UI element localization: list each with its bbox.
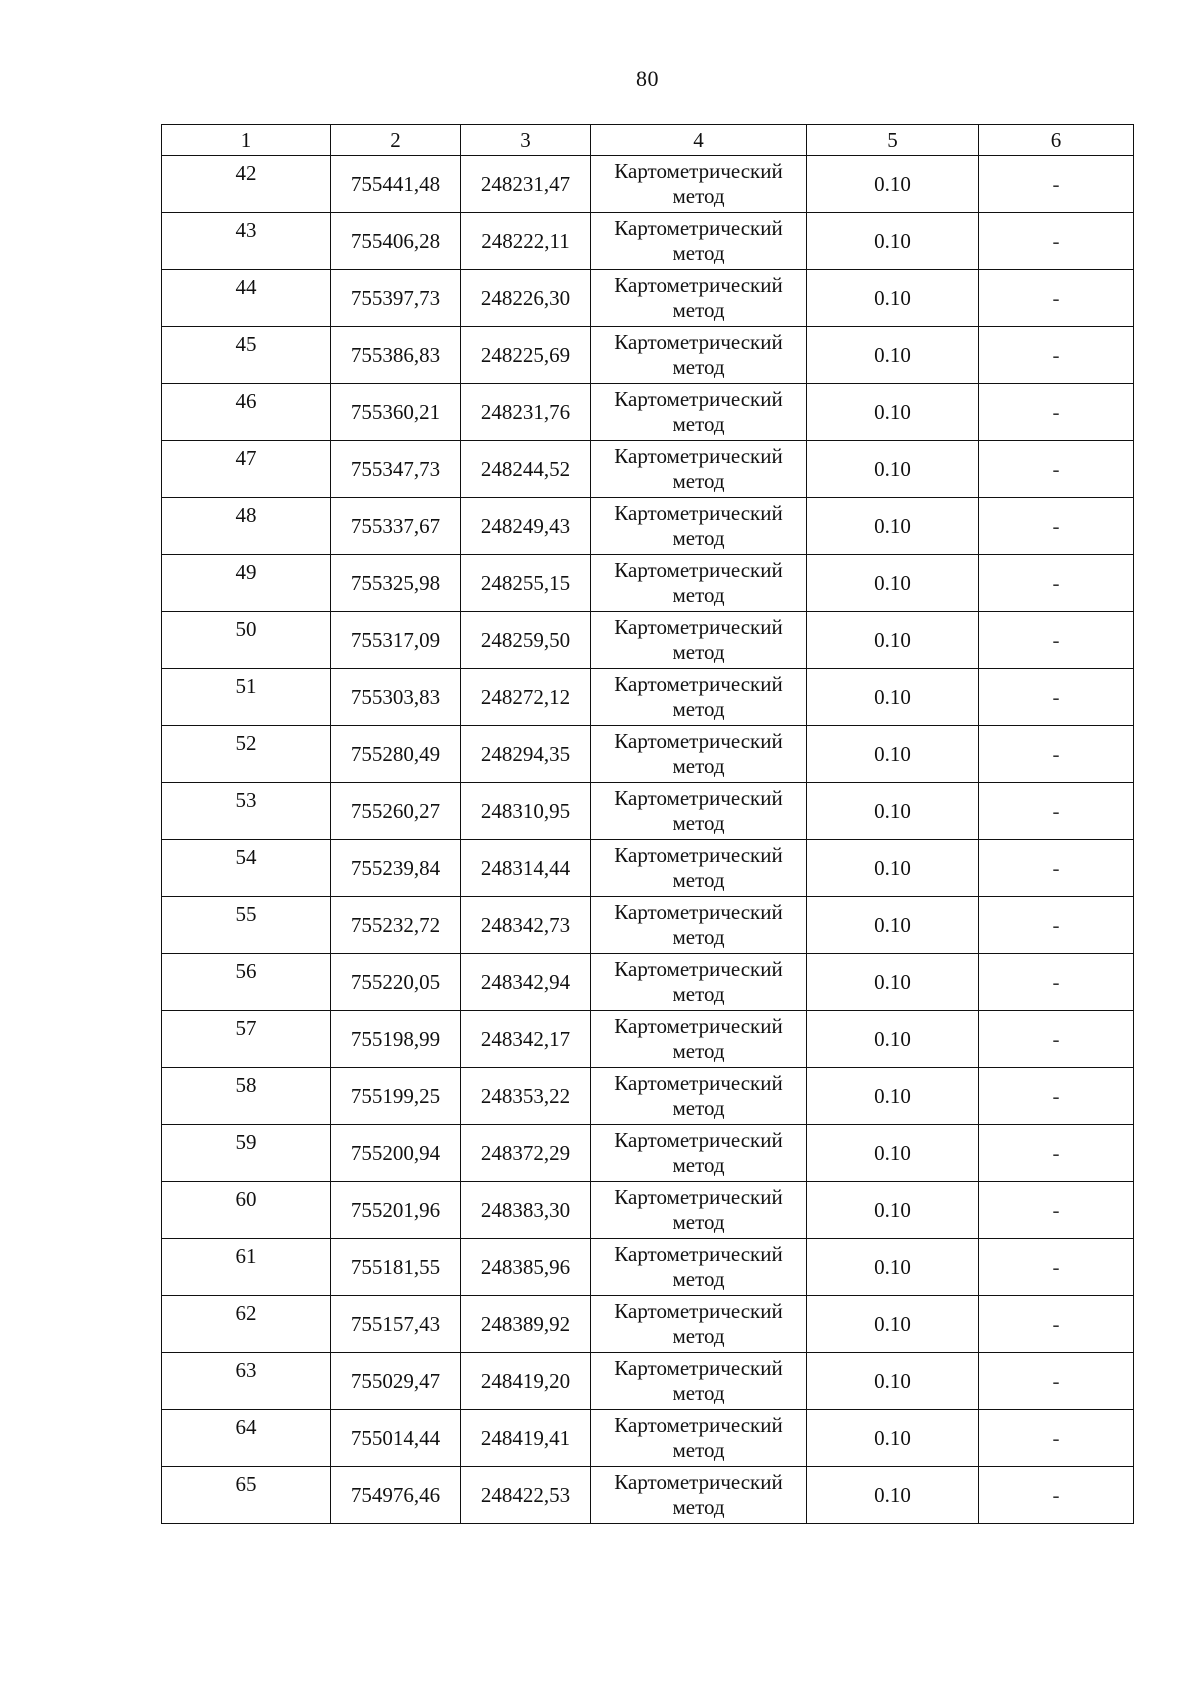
point-number-cell: 63 (162, 1353, 331, 1410)
x-coordinate-cell: 755239,84 (331, 840, 461, 897)
accuracy-cell: 0.10 (807, 327, 979, 384)
table-row (162, 612, 1134, 669)
method-line-2: метод (672, 754, 725, 778)
accuracy-cell: 0.10 (807, 1467, 979, 1524)
note-cell: - (979, 555, 1134, 612)
accuracy-cell: 0.10 (807, 441, 979, 498)
accuracy-cell: 0.10 (807, 726, 979, 783)
method-line-2: метод (672, 1267, 725, 1291)
method-line-1: Картометрический (614, 615, 783, 639)
method-cell (591, 726, 807, 783)
y-coordinate-cell: 248419,41 (461, 1410, 591, 1467)
method-line-2: метод (672, 868, 725, 892)
point-number-cell: 43 (162, 213, 331, 270)
y-coordinate-cell: 248255,15 (461, 555, 591, 612)
accuracy-cell: 0.10 (807, 213, 979, 270)
table-row (162, 1296, 1134, 1353)
accuracy-cell: 0.10 (807, 1353, 979, 1410)
table-row (162, 384, 1134, 441)
x-coordinate-cell: 755397,73 (331, 270, 461, 327)
x-coordinate-cell: 755441,48 (331, 156, 461, 213)
y-coordinate-cell: 248231,47 (461, 156, 591, 213)
page-number: 80 (636, 66, 659, 91)
method-line-1: Картометрический (614, 1014, 783, 1038)
point-number-cell: 52 (162, 726, 331, 783)
method-line-1: Картометрический (614, 900, 783, 924)
table-row (162, 1239, 1134, 1296)
table-row (162, 783, 1134, 840)
table-body (162, 156, 1134, 1524)
x-coordinate-cell: 755386,83 (331, 327, 461, 384)
point-number-cell: 60 (162, 1182, 331, 1239)
method-line-2: метод (672, 184, 725, 208)
method-line-2: метод (672, 469, 725, 493)
method-line-1: Картометрический (614, 444, 783, 468)
accuracy-cell: 0.10 (807, 840, 979, 897)
note-cell: - (979, 1011, 1134, 1068)
method-cell (591, 156, 807, 213)
method-line-2: метод (672, 298, 725, 322)
table-row (162, 954, 1134, 1011)
y-coordinate-cell: 248244,52 (461, 441, 591, 498)
x-coordinate-cell: 755232,72 (331, 897, 461, 954)
x-coordinate-cell: 755280,49 (331, 726, 461, 783)
method-line-2: метод (672, 1495, 725, 1519)
point-number-cell: 61 (162, 1239, 331, 1296)
accuracy-cell: 0.10 (807, 669, 979, 726)
y-coordinate-cell: 248249,43 (461, 498, 591, 555)
note-cell: - (979, 783, 1134, 840)
y-coordinate-cell: 248231,76 (461, 384, 591, 441)
method-cell (591, 1296, 807, 1353)
x-coordinate-cell: 755201,96 (331, 1182, 461, 1239)
table-row (162, 840, 1134, 897)
note-cell: - (979, 726, 1134, 783)
method-line-2: метод (672, 1324, 725, 1348)
y-coordinate-cell: 248222,11 (461, 213, 591, 270)
point-number-cell: 49 (162, 555, 331, 612)
point-number-cell: 64 (162, 1410, 331, 1467)
accuracy-cell: 0.10 (807, 1068, 979, 1125)
note-cell: - (979, 1239, 1134, 1296)
y-coordinate-cell: 248314,44 (461, 840, 591, 897)
note-cell: - (979, 384, 1134, 441)
y-coordinate-cell: 248272,12 (461, 669, 591, 726)
method-line-2: метод (672, 1210, 725, 1234)
note-cell: - (979, 1125, 1134, 1182)
method-line-1: Картометрический (614, 501, 783, 525)
note-cell: - (979, 1410, 1134, 1467)
accuracy-cell: 0.10 (807, 1125, 979, 1182)
coordinates-table (161, 124, 1134, 1524)
point-number-cell: 44 (162, 270, 331, 327)
point-number-cell: 65 (162, 1467, 331, 1524)
note-cell: - (979, 1353, 1134, 1410)
note-cell: - (979, 669, 1134, 726)
point-number-cell: 54 (162, 840, 331, 897)
accuracy-cell: 0.10 (807, 156, 979, 213)
point-number-cell: 59 (162, 1125, 331, 1182)
method-line-1: Картометрический (614, 1470, 783, 1494)
method-line-2: метод (672, 412, 725, 436)
point-number-cell: 42 (162, 156, 331, 213)
y-coordinate-cell: 248389,92 (461, 1296, 591, 1353)
method-line-1: Картометрический (614, 1071, 783, 1095)
method-cell (591, 1239, 807, 1296)
y-coordinate-cell: 248225,69 (461, 327, 591, 384)
method-line-2: метод (672, 1039, 725, 1063)
x-coordinate-cell: 755220,05 (331, 954, 461, 1011)
table-row (162, 1353, 1134, 1410)
table-row (162, 669, 1134, 726)
method-line-2: метод (672, 982, 725, 1006)
method-line-1: Картометрический (614, 729, 783, 753)
note-cell: - (979, 612, 1134, 669)
note-cell: - (979, 156, 1134, 213)
x-coordinate-cell: 755014,44 (331, 1410, 461, 1467)
point-number-cell: 58 (162, 1068, 331, 1125)
method-line-1: Картометрический (614, 1356, 783, 1380)
table-header (162, 125, 1134, 156)
point-number-cell: 53 (162, 783, 331, 840)
point-number-cell: 62 (162, 1296, 331, 1353)
method-cell (591, 1068, 807, 1125)
method-line-2: метод (672, 640, 725, 664)
accuracy-cell: 0.10 (807, 1182, 979, 1239)
method-line-1: Картометрический (614, 786, 783, 810)
accuracy-cell: 0.10 (807, 498, 979, 555)
point-number-cell: 45 (162, 327, 331, 384)
x-coordinate-cell: 755181,55 (331, 1239, 461, 1296)
method-line-2: метод (672, 1153, 725, 1177)
column-header-3: 3 (461, 125, 591, 156)
accuracy-cell: 0.10 (807, 783, 979, 840)
method-line-1: Картометрический (614, 330, 783, 354)
method-cell (591, 1353, 807, 1410)
note-cell: - (979, 1467, 1134, 1524)
column-header-6: 6 (979, 125, 1134, 156)
x-coordinate-cell: 755260,27 (331, 783, 461, 840)
method-line-2: метод (672, 241, 725, 265)
note-cell: - (979, 498, 1134, 555)
y-coordinate-cell: 248419,20 (461, 1353, 591, 1410)
accuracy-cell: 0.10 (807, 1410, 979, 1467)
table-row (162, 897, 1134, 954)
method-line-1: Картометрический (614, 273, 783, 297)
method-line-2: метод (672, 925, 725, 949)
point-number-cell: 48 (162, 498, 331, 555)
y-coordinate-cell: 248383,30 (461, 1182, 591, 1239)
note-cell: - (979, 1296, 1134, 1353)
x-coordinate-cell: 754976,46 (331, 1467, 461, 1524)
note-cell: - (979, 1068, 1134, 1125)
method-line-2: метод (672, 1381, 725, 1405)
method-line-1: Картометрический (614, 159, 783, 183)
method-line-2: метод (672, 1438, 725, 1462)
x-coordinate-cell: 755199,25 (331, 1068, 461, 1125)
x-coordinate-cell: 755200,94 (331, 1125, 461, 1182)
note-cell: - (979, 1182, 1134, 1239)
y-coordinate-cell: 248422,53 (461, 1467, 591, 1524)
table-row (162, 1410, 1134, 1467)
table-row (162, 213, 1134, 270)
y-coordinate-cell: 248385,96 (461, 1239, 591, 1296)
method-cell (591, 1410, 807, 1467)
note-cell: - (979, 840, 1134, 897)
table-row (162, 726, 1134, 783)
method-cell (591, 612, 807, 669)
y-coordinate-cell: 248353,22 (461, 1068, 591, 1125)
accuracy-cell: 0.10 (807, 1296, 979, 1353)
header-row (162, 125, 1134, 156)
point-number-cell: 50 (162, 612, 331, 669)
x-coordinate-cell: 755029,47 (331, 1353, 461, 1410)
note-cell: - (979, 897, 1134, 954)
method-cell (591, 783, 807, 840)
point-number-cell: 47 (162, 441, 331, 498)
table-row (162, 156, 1134, 213)
point-number-cell: 55 (162, 897, 331, 954)
method-line-1: Картометрический (614, 672, 783, 696)
method-line-1: Картометрический (614, 1128, 783, 1152)
x-coordinate-cell: 755303,83 (331, 669, 461, 726)
method-line-1: Картометрический (614, 843, 783, 867)
point-number-cell: 51 (162, 669, 331, 726)
point-number-cell: 57 (162, 1011, 331, 1068)
note-cell: - (979, 327, 1134, 384)
method-line-1: Картометрический (614, 1413, 783, 1437)
x-coordinate-cell: 755325,98 (331, 555, 461, 612)
method-cell (591, 441, 807, 498)
method-line-1: Картометрический (614, 558, 783, 582)
method-line-1: Картометрический (614, 387, 783, 411)
method-line-2: метод (672, 1096, 725, 1120)
method-line-2: метод (672, 355, 725, 379)
y-coordinate-cell: 248259,50 (461, 612, 591, 669)
x-coordinate-cell: 755347,73 (331, 441, 461, 498)
x-coordinate-cell: 755198,99 (331, 1011, 461, 1068)
method-cell (591, 840, 807, 897)
table-row (162, 1182, 1134, 1239)
x-coordinate-cell: 755317,09 (331, 612, 461, 669)
table-row (162, 1125, 1134, 1182)
table-row (162, 555, 1134, 612)
y-coordinate-cell: 248310,95 (461, 783, 591, 840)
method-cell (591, 384, 807, 441)
column-header-5: 5 (807, 125, 979, 156)
method-cell (591, 1125, 807, 1182)
accuracy-cell: 0.10 (807, 1239, 979, 1296)
accuracy-cell: 0.10 (807, 270, 979, 327)
accuracy-cell: 0.10 (807, 897, 979, 954)
column-header-1: 1 (162, 125, 331, 156)
method-line-2: метод (672, 811, 725, 835)
method-cell (591, 270, 807, 327)
method-cell (591, 669, 807, 726)
method-cell (591, 213, 807, 270)
method-cell (591, 555, 807, 612)
method-line-1: Картометрический (614, 1299, 783, 1323)
point-number-cell: 46 (162, 384, 331, 441)
method-cell (591, 327, 807, 384)
table-row (162, 1011, 1134, 1068)
accuracy-cell: 0.10 (807, 384, 979, 441)
table-row (162, 1068, 1134, 1125)
table-row (162, 441, 1134, 498)
method-line-2: метод (672, 583, 725, 607)
method-cell (591, 1467, 807, 1524)
column-header-2: 2 (331, 125, 461, 156)
column-header-4: 4 (591, 125, 807, 156)
table-row (162, 327, 1134, 384)
y-coordinate-cell: 248226,30 (461, 270, 591, 327)
x-coordinate-cell: 755360,21 (331, 384, 461, 441)
y-coordinate-cell: 248342,17 (461, 1011, 591, 1068)
y-coordinate-cell: 248294,35 (461, 726, 591, 783)
table-row (162, 498, 1134, 555)
accuracy-cell: 0.10 (807, 555, 979, 612)
method-line-2: метод (672, 697, 725, 721)
x-coordinate-cell: 755406,28 (331, 213, 461, 270)
table-row (162, 270, 1134, 327)
note-cell: - (979, 954, 1134, 1011)
y-coordinate-cell: 248372,29 (461, 1125, 591, 1182)
y-coordinate-cell: 248342,73 (461, 897, 591, 954)
note-cell: - (979, 441, 1134, 498)
method-line-1: Картометрический (614, 1185, 783, 1209)
method-cell (591, 897, 807, 954)
method-cell (591, 1011, 807, 1068)
x-coordinate-cell: 755337,67 (331, 498, 461, 555)
accuracy-cell: 0.10 (807, 954, 979, 1011)
method-line-1: Картометрический (614, 216, 783, 240)
accuracy-cell: 0.10 (807, 1011, 979, 1068)
method-cell (591, 1182, 807, 1239)
method-line-1: Картометрический (614, 1242, 783, 1266)
method-line-2: метод (672, 526, 725, 550)
y-coordinate-cell: 248342,94 (461, 954, 591, 1011)
note-cell: - (979, 270, 1134, 327)
method-cell (591, 498, 807, 555)
method-line-1: Картометрический (614, 957, 783, 981)
note-cell: - (979, 213, 1134, 270)
method-cell (591, 954, 807, 1011)
table-row (162, 1467, 1134, 1524)
accuracy-cell: 0.10 (807, 612, 979, 669)
x-coordinate-cell: 755157,43 (331, 1296, 461, 1353)
point-number-cell: 56 (162, 954, 331, 1011)
